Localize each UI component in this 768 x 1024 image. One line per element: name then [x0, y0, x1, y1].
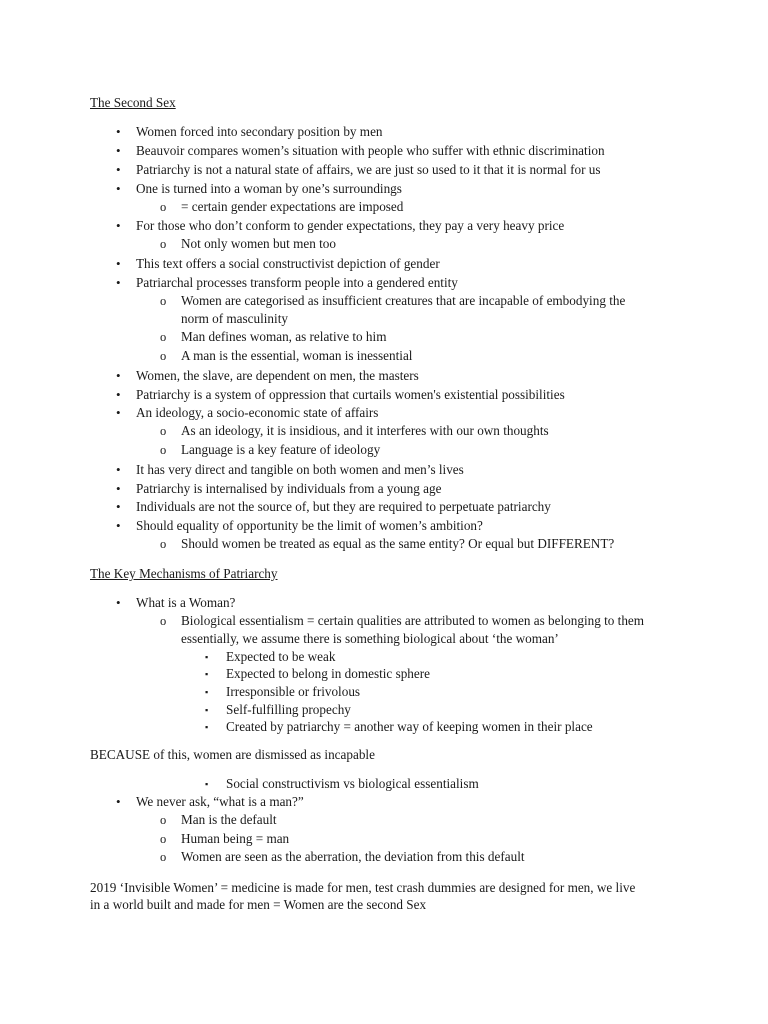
bullet-marker: •	[116, 181, 121, 196]
bullet-marker: •	[116, 143, 121, 158]
square-bullet-marker: ▪	[205, 705, 209, 715]
sub-bullet-marker: o	[160, 443, 167, 457]
list-item: Patriarchal processes transform people into a gendered entity	[136, 275, 458, 290]
bullet-marker: •	[116, 405, 121, 420]
bullet-marker: •	[116, 387, 121, 402]
list-item: Women are categorised as insufficient creatures that are incapable of embodying the	[181, 293, 626, 308]
bullet-marker: •	[116, 368, 121, 383]
final-paragraph-line-2: in a world built and made for men = Women are the second Sex	[90, 897, 427, 912]
list-item: Expected to belong in domestic sphere	[226, 666, 430, 681]
list-item: Individuals are not the source of, but they are required to perpetuate patriarchy	[136, 499, 551, 514]
list-item: Patriarchy is internalised by individuals from a young age	[136, 481, 442, 496]
list-item: Patriarchy is a system of oppression that curtails women's existential possibilities	[136, 387, 565, 402]
sub-bullet-marker: o	[160, 537, 167, 551]
square-bullet-marker: ▪	[205, 687, 209, 697]
bullet-marker: •	[116, 124, 121, 139]
sub-bullet-marker: o	[160, 200, 167, 214]
list-item-continuation: norm of masculinity	[181, 311, 288, 326]
list-item: Should women be treated as equal as the same entity? Or equal but DIFFERENT?	[181, 536, 615, 551]
list-item: Women, the slave, are dependent on men, the masters	[136, 368, 419, 383]
list-item: Self-fulfilling propechy	[226, 702, 351, 717]
list-item: Man is the default	[181, 812, 277, 827]
bullet-marker: •	[116, 481, 121, 496]
list-item: Language is a key feature of ideology	[181, 442, 381, 457]
list-item-continuation: essentially, we assume there is something biological about ‘the woman’	[181, 631, 559, 646]
sub-bullet-marker: o	[160, 832, 167, 846]
bullet-marker: •	[116, 595, 121, 610]
list-item: Women are seen as the aberration, the deviation from this default	[181, 849, 525, 864]
list-item: Should equality of opportunity be the limit of women’s ambition?	[136, 518, 483, 533]
list-item: This text offers a social constructivist depiction of gender	[136, 256, 440, 271]
bullet-marker: •	[116, 256, 121, 271]
list-item: Patriarchy is not a natural state of affairs, we are just so used to it that it is normal for us	[136, 162, 601, 177]
list-item: We never ask, “what is a man?”	[136, 794, 304, 809]
bullet-marker: •	[116, 518, 121, 533]
bullet-marker: •	[116, 462, 121, 477]
list-item: It has very direct and tangible on both women and men’s lives	[136, 462, 464, 477]
list-item: For those who don’t conform to gender expectations, they pay a very heavy price	[136, 218, 565, 233]
list-item: Human being = man	[181, 831, 290, 846]
list-item: Beauvoir compares women’s situation with people who suffer with ethnic discrimination	[136, 143, 605, 158]
square-bullet-marker: ▪	[205, 779, 209, 789]
sub-bullet-marker: o	[160, 424, 167, 438]
list-item: What is a Woman?	[136, 595, 236, 610]
list-item: Man defines woman, as relative to him	[181, 329, 387, 344]
list-item: An ideology, a socio-economic state of affairs	[136, 405, 379, 420]
square-bullet-marker: ▪	[205, 722, 209, 732]
square-bullet-marker: ▪	[205, 652, 209, 662]
because-paragraph: BECAUSE of this, women are dismissed as incapable	[90, 747, 375, 762]
bullet-marker: •	[116, 275, 121, 290]
bullet-marker: •	[116, 162, 121, 177]
sub-bullet-marker: o	[160, 614, 167, 628]
sub-bullet-marker: o	[160, 330, 167, 344]
sub-bullet-marker: o	[160, 349, 167, 363]
section-heading-key-mechanisms: The Key Mechanisms of Patriarchy	[90, 566, 278, 581]
list-item: Social constructivism vs biological essentialism	[226, 776, 479, 791]
list-item: Created by patriarchy = another way of keeping women in their place	[226, 719, 593, 734]
final-paragraph-line-1: 2019 ‘Invisible Women’ = medicine is made for men, test crash dummies are designed for men, we live	[90, 880, 636, 895]
bullet-marker: •	[116, 794, 121, 809]
square-bullet-marker: ▪	[205, 669, 209, 679]
sub-bullet-marker: o	[160, 237, 167, 251]
bullet-marker: •	[116, 218, 121, 233]
list-item: Biological essentialism = certain qualities are attributed to women as belonging to them	[181, 613, 645, 628]
sub-bullet-marker: o	[160, 294, 167, 308]
list-item: Not only women but men too	[181, 236, 336, 251]
list-item: One is turned into a woman by one’s surroundings	[136, 181, 402, 196]
sub-bullet-marker: o	[160, 850, 167, 864]
list-item: Expected to be weak	[226, 649, 336, 664]
list-item: = certain gender expectations are imposed	[181, 199, 404, 214]
list-item: As an ideology, it is insidious, and it interferes with our own thoughts	[181, 423, 549, 438]
bullet-marker: •	[116, 499, 121, 514]
list-item: Women forced into secondary position by men	[136, 124, 383, 139]
list-item: A man is the essential, woman is inessential	[181, 348, 413, 363]
sub-bullet-marker: o	[160, 813, 167, 827]
section-heading-second-sex: The Second Sex	[90, 95, 176, 110]
list-item: Irresponsible or frivolous	[226, 684, 361, 699]
